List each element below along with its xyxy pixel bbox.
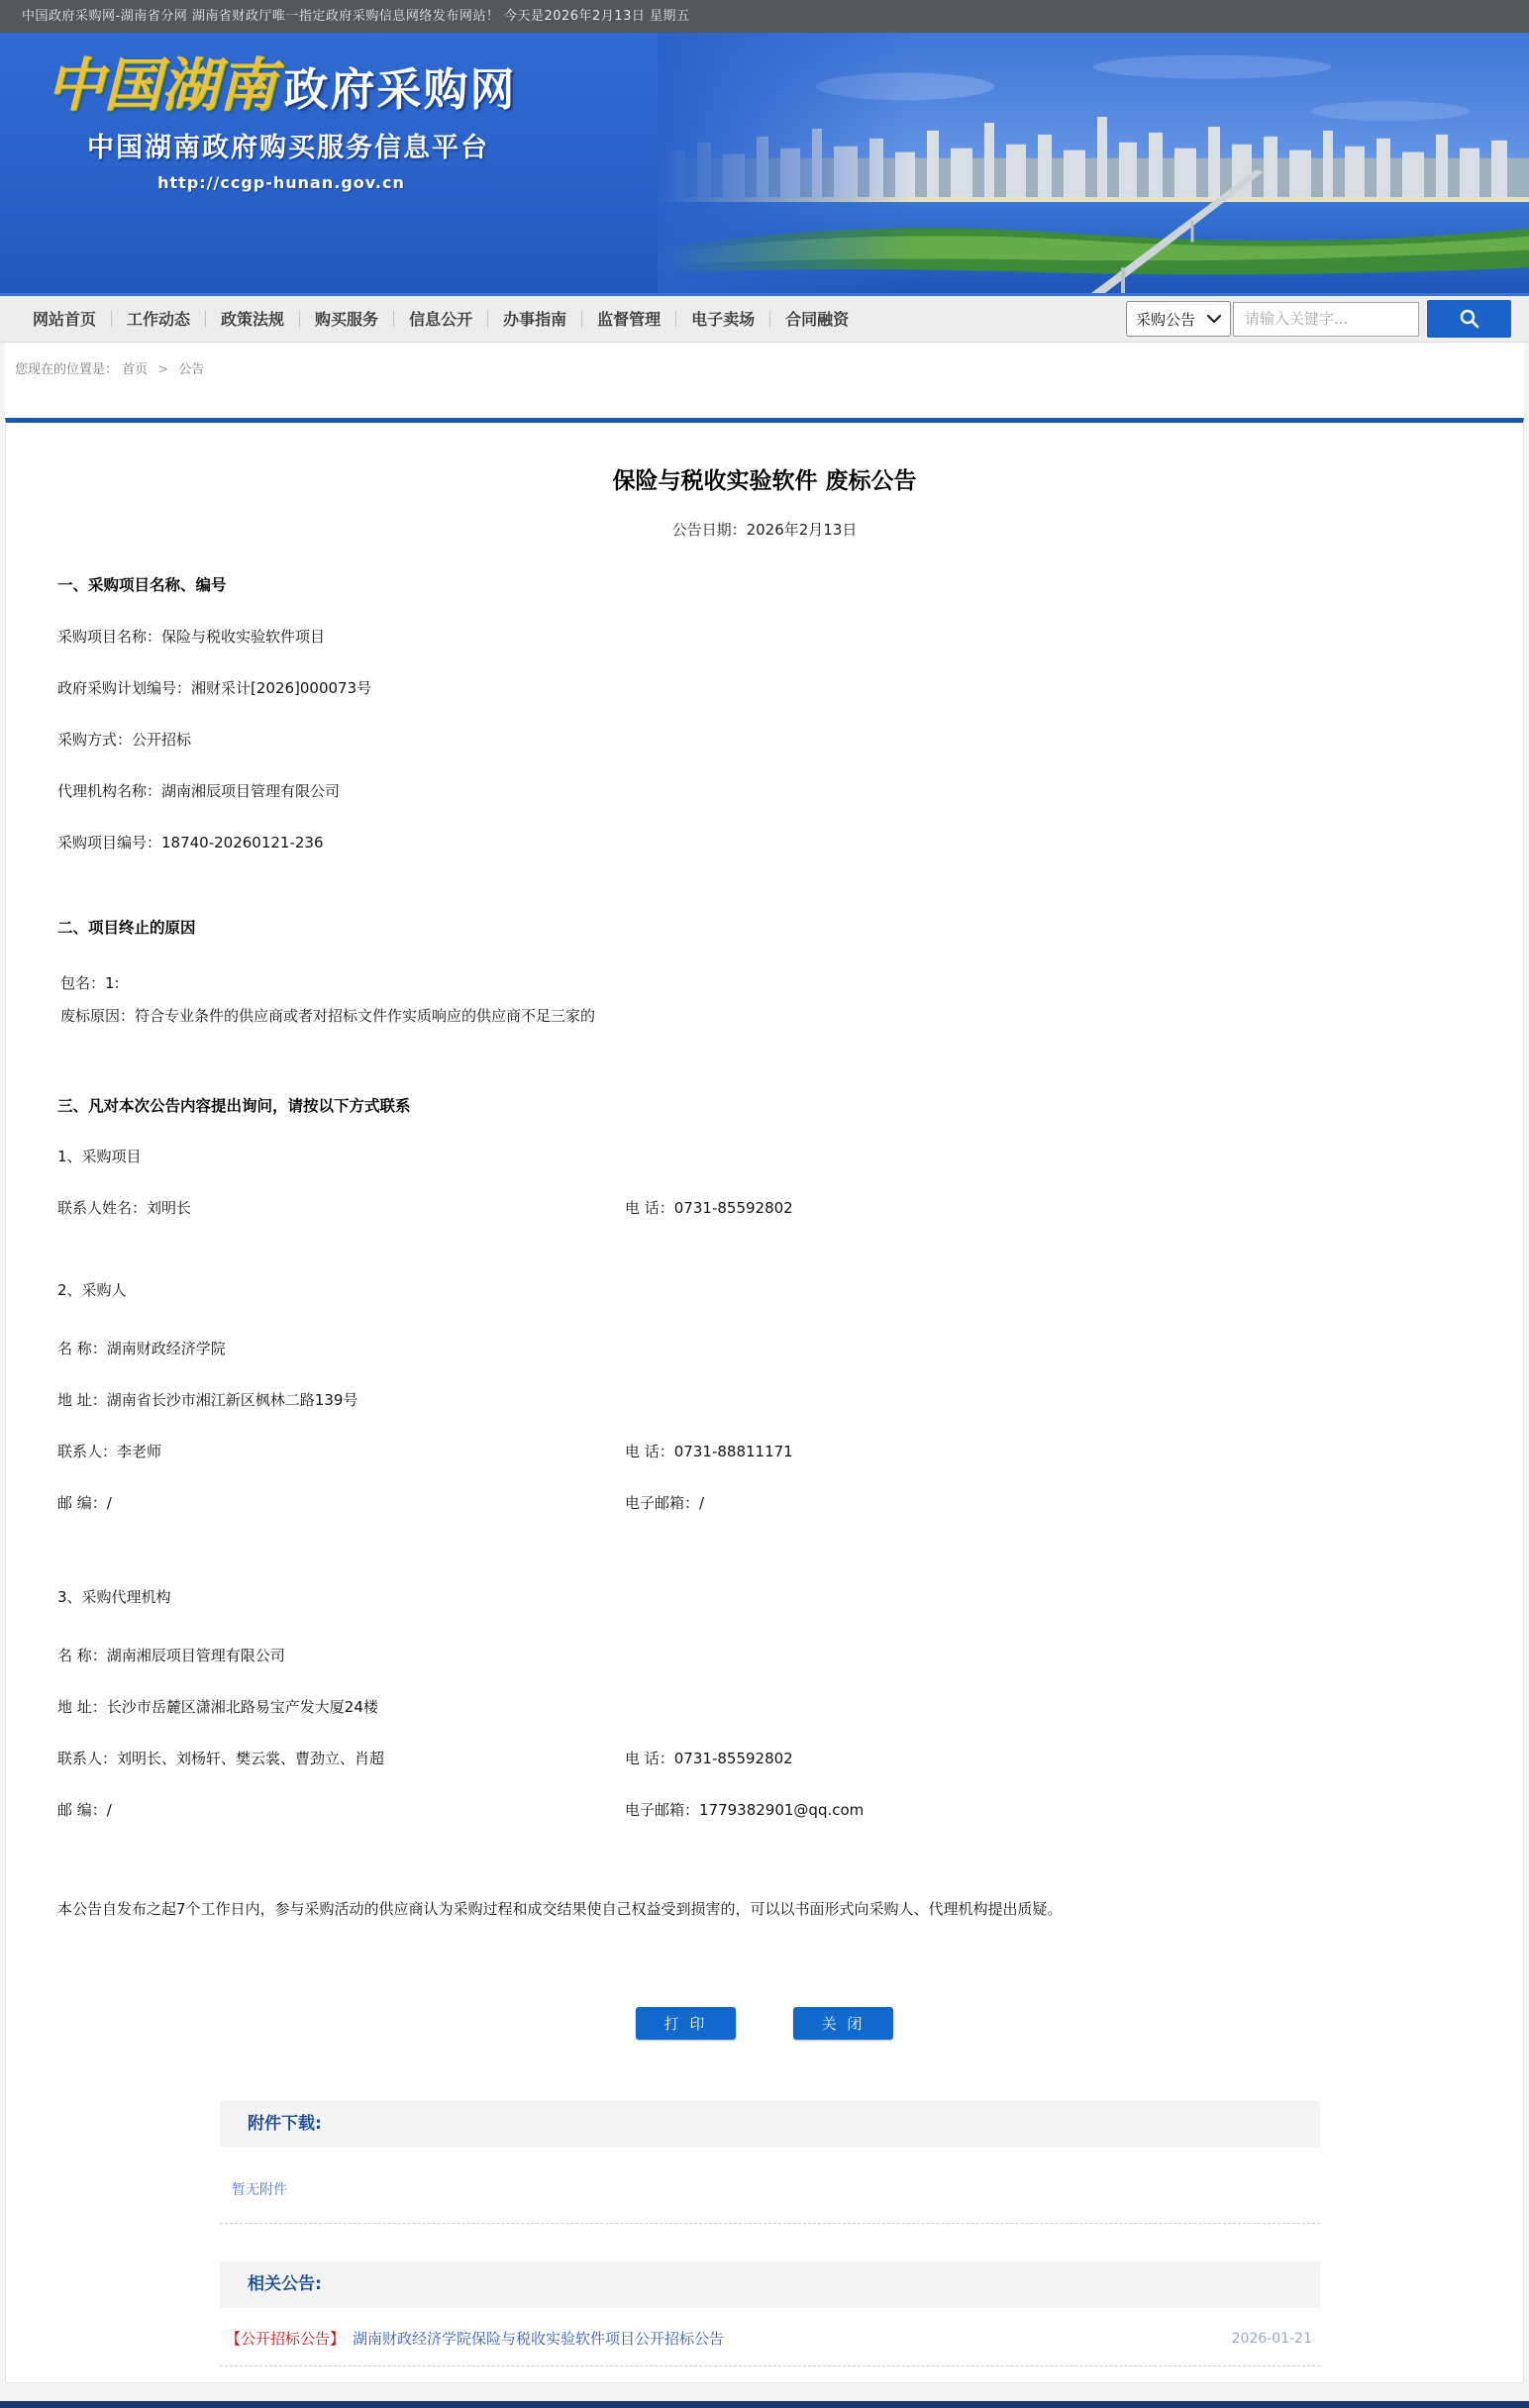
search-category-select[interactable]: [1126, 301, 1231, 337]
footer-bar: [0, 2401, 1529, 2408]
main-navbar: [0, 296, 1529, 343]
search-area: [1126, 300, 1511, 338]
search-input[interactable]: [1233, 302, 1419, 337]
search-category-value: 采购公告: [1136, 310, 1196, 329]
sub3-phone: 电 话：0731-85592802: [625, 1750, 793, 1767]
sub3-address: 地 址：长沙市岳麓区潇湘北路易宝产发大厦24楼: [57, 1698, 378, 1716]
field-cancel-reason: 废标原因：符合专业条件的供应商或者对招标文件作实质响应的供应商不足三家的: [60, 1007, 596, 1025]
article-content: [6, 573, 1523, 1926]
print-button[interactable]: 打 印: [636, 2007, 736, 2040]
section3-heading: 三、凡对本次公告内容提出询问，请按以下方式联系: [57, 1097, 411, 1115]
field-project-number: 采购项目编号：18740-20260121-236: [57, 834, 324, 852]
nav-list: [18, 311, 864, 328]
field-package-name: 包名：1:: [60, 974, 120, 992]
section1-heading: 一、采购项目名称、编号: [57, 576, 227, 594]
related-item-date: 2026-01-21: [1231, 2330, 1312, 2347]
sub2-phone: 电 话：0731-88811171: [625, 1443, 793, 1460]
breadcrumb-separator: >: [157, 362, 169, 377]
logo-title: 政府采购网: [283, 62, 517, 116]
site-logo: [46, 51, 517, 192]
announcement-card: [5, 418, 1524, 2383]
breadcrumb-prefix: 您现在的位置是：: [15, 362, 119, 377]
page-title: 保险与税收实验软件 废标公告: [612, 468, 917, 494]
sub2-address: 地 址：湖南省长沙市湘江新区枫林二路139号: [57, 1391, 358, 1409]
field-agency-name: 代理机构名称：湖南湘辰项目管理有限公司: [57, 782, 341, 800]
related-item-link[interactable]: 湖南财政经济学院保险与税收实验软件项目公开招标公告: [353, 2330, 725, 2348]
sub2-name: 名 称：湖南财政经济学院: [57, 1340, 226, 1357]
attachments-heading: 附件下载:: [220, 2101, 1320, 2148]
nav-item-purchase-service[interactable]: 购买服务: [300, 311, 394, 328]
nav-item-guide[interactable]: 办事指南: [488, 311, 582, 328]
nav-item-policy[interactable]: 政策法规: [206, 311, 300, 328]
sub3-title: 3、采购代理机构: [57, 1588, 171, 1606]
related-item-tag: 【公开招标公告】: [226, 2330, 346, 2348]
sub1-contact: 联系人姓名：刘明长: [57, 1199, 192, 1217]
related-item: [220, 2308, 1320, 2349]
attachments-empty-text: 暂无附件: [232, 2182, 287, 2198]
nav-item-work-news[interactable]: 工作动态: [112, 311, 206, 328]
objection-notice: 本公告自发布之起7个工作日内，参与采购活动的供应商认为采购过程和成交结果使自己权益受到损害的，可以以书面形式向采购人、代理机构提出质疑。: [57, 1900, 1063, 1918]
sub2-email: 电子邮箱：/: [625, 1494, 705, 1512]
sub3-contact: 联系人：刘明长、刘杨轩、樊云裳、曹劲立、肖超: [57, 1750, 385, 1767]
related-section: [220, 2261, 1320, 2366]
nav-item-info-disclosure[interactable]: 信息公开: [394, 311, 488, 328]
field-plan-number: 政府采购计划编号：湘财采计[2026]000073号: [57, 679, 372, 697]
field-project-name: 采购项目名称：保险与税收实验软件项目: [57, 628, 326, 646]
site-banner: [0, 33, 1529, 296]
nav-item-contract-finance[interactable]: 合同融资: [785, 309, 850, 329]
divider: [220, 2223, 1320, 2224]
sub1-phone: 电 话：0731-85592802: [625, 1199, 793, 1217]
search-button[interactable]: [1427, 300, 1511, 338]
field-procurement-method: 采购方式：公开招标: [57, 731, 192, 749]
publish-date: 公告日期：2026年2月13日: [671, 521, 858, 539]
nav-item-supervision[interactable]: 监督管理: [582, 311, 676, 328]
chevron-down-icon: [1207, 315, 1221, 324]
sub3-email: 电子邮箱：1779382901@qq.com: [625, 1801, 865, 1819]
sub2-title: 2、采购人: [57, 1281, 127, 1299]
divider: [220, 2365, 1320, 2366]
search-icon: [1459, 308, 1480, 330]
topbar: [0, 0, 1529, 33]
banner-url: http://ccgp-hunan.gov.cn: [157, 172, 405, 192]
nav-item-home[interactable]: 网站首页: [18, 311, 112, 328]
nav-item-e-mall[interactable]: 电子卖场: [676, 311, 770, 328]
sub2-zip: 邮 编：/: [57, 1494, 112, 1512]
sub3-name: 名 称：湖南湘辰项目管理有限公司: [57, 1647, 285, 1664]
attachments-section: [220, 2101, 1320, 2224]
city-skyline-image: [658, 33, 1529, 293]
logo-calligraphy: 中国湖南: [46, 51, 276, 119]
related-heading: 相关公告:: [220, 2261, 1320, 2308]
close-button[interactable]: 关 闭: [793, 2007, 893, 2040]
action-buttons: [6, 2007, 1523, 2040]
banner-subtitle: 中国湖南政府购买服务信息平台: [87, 132, 489, 163]
sub1-title: 1、采购项目: [57, 1148, 142, 1165]
breadcrumb: [5, 343, 1524, 418]
sub3-zip: 邮 编：/: [57, 1801, 112, 1819]
breadcrumb-home-link[interactable]: 首页: [122, 362, 149, 377]
topbar-text: 中国政府采购网-湖南省分网 湖南省财政厅唯一指定政府采购信息网络发布网站！ 今天是2026年2月13日 星期五: [22, 9, 690, 24]
breadcrumb-current-link[interactable]: 公告: [178, 362, 205, 377]
section2-heading: 二、项目终止的原因: [57, 919, 196, 937]
sub2-contact: 联系人：李老师: [57, 1443, 162, 1460]
